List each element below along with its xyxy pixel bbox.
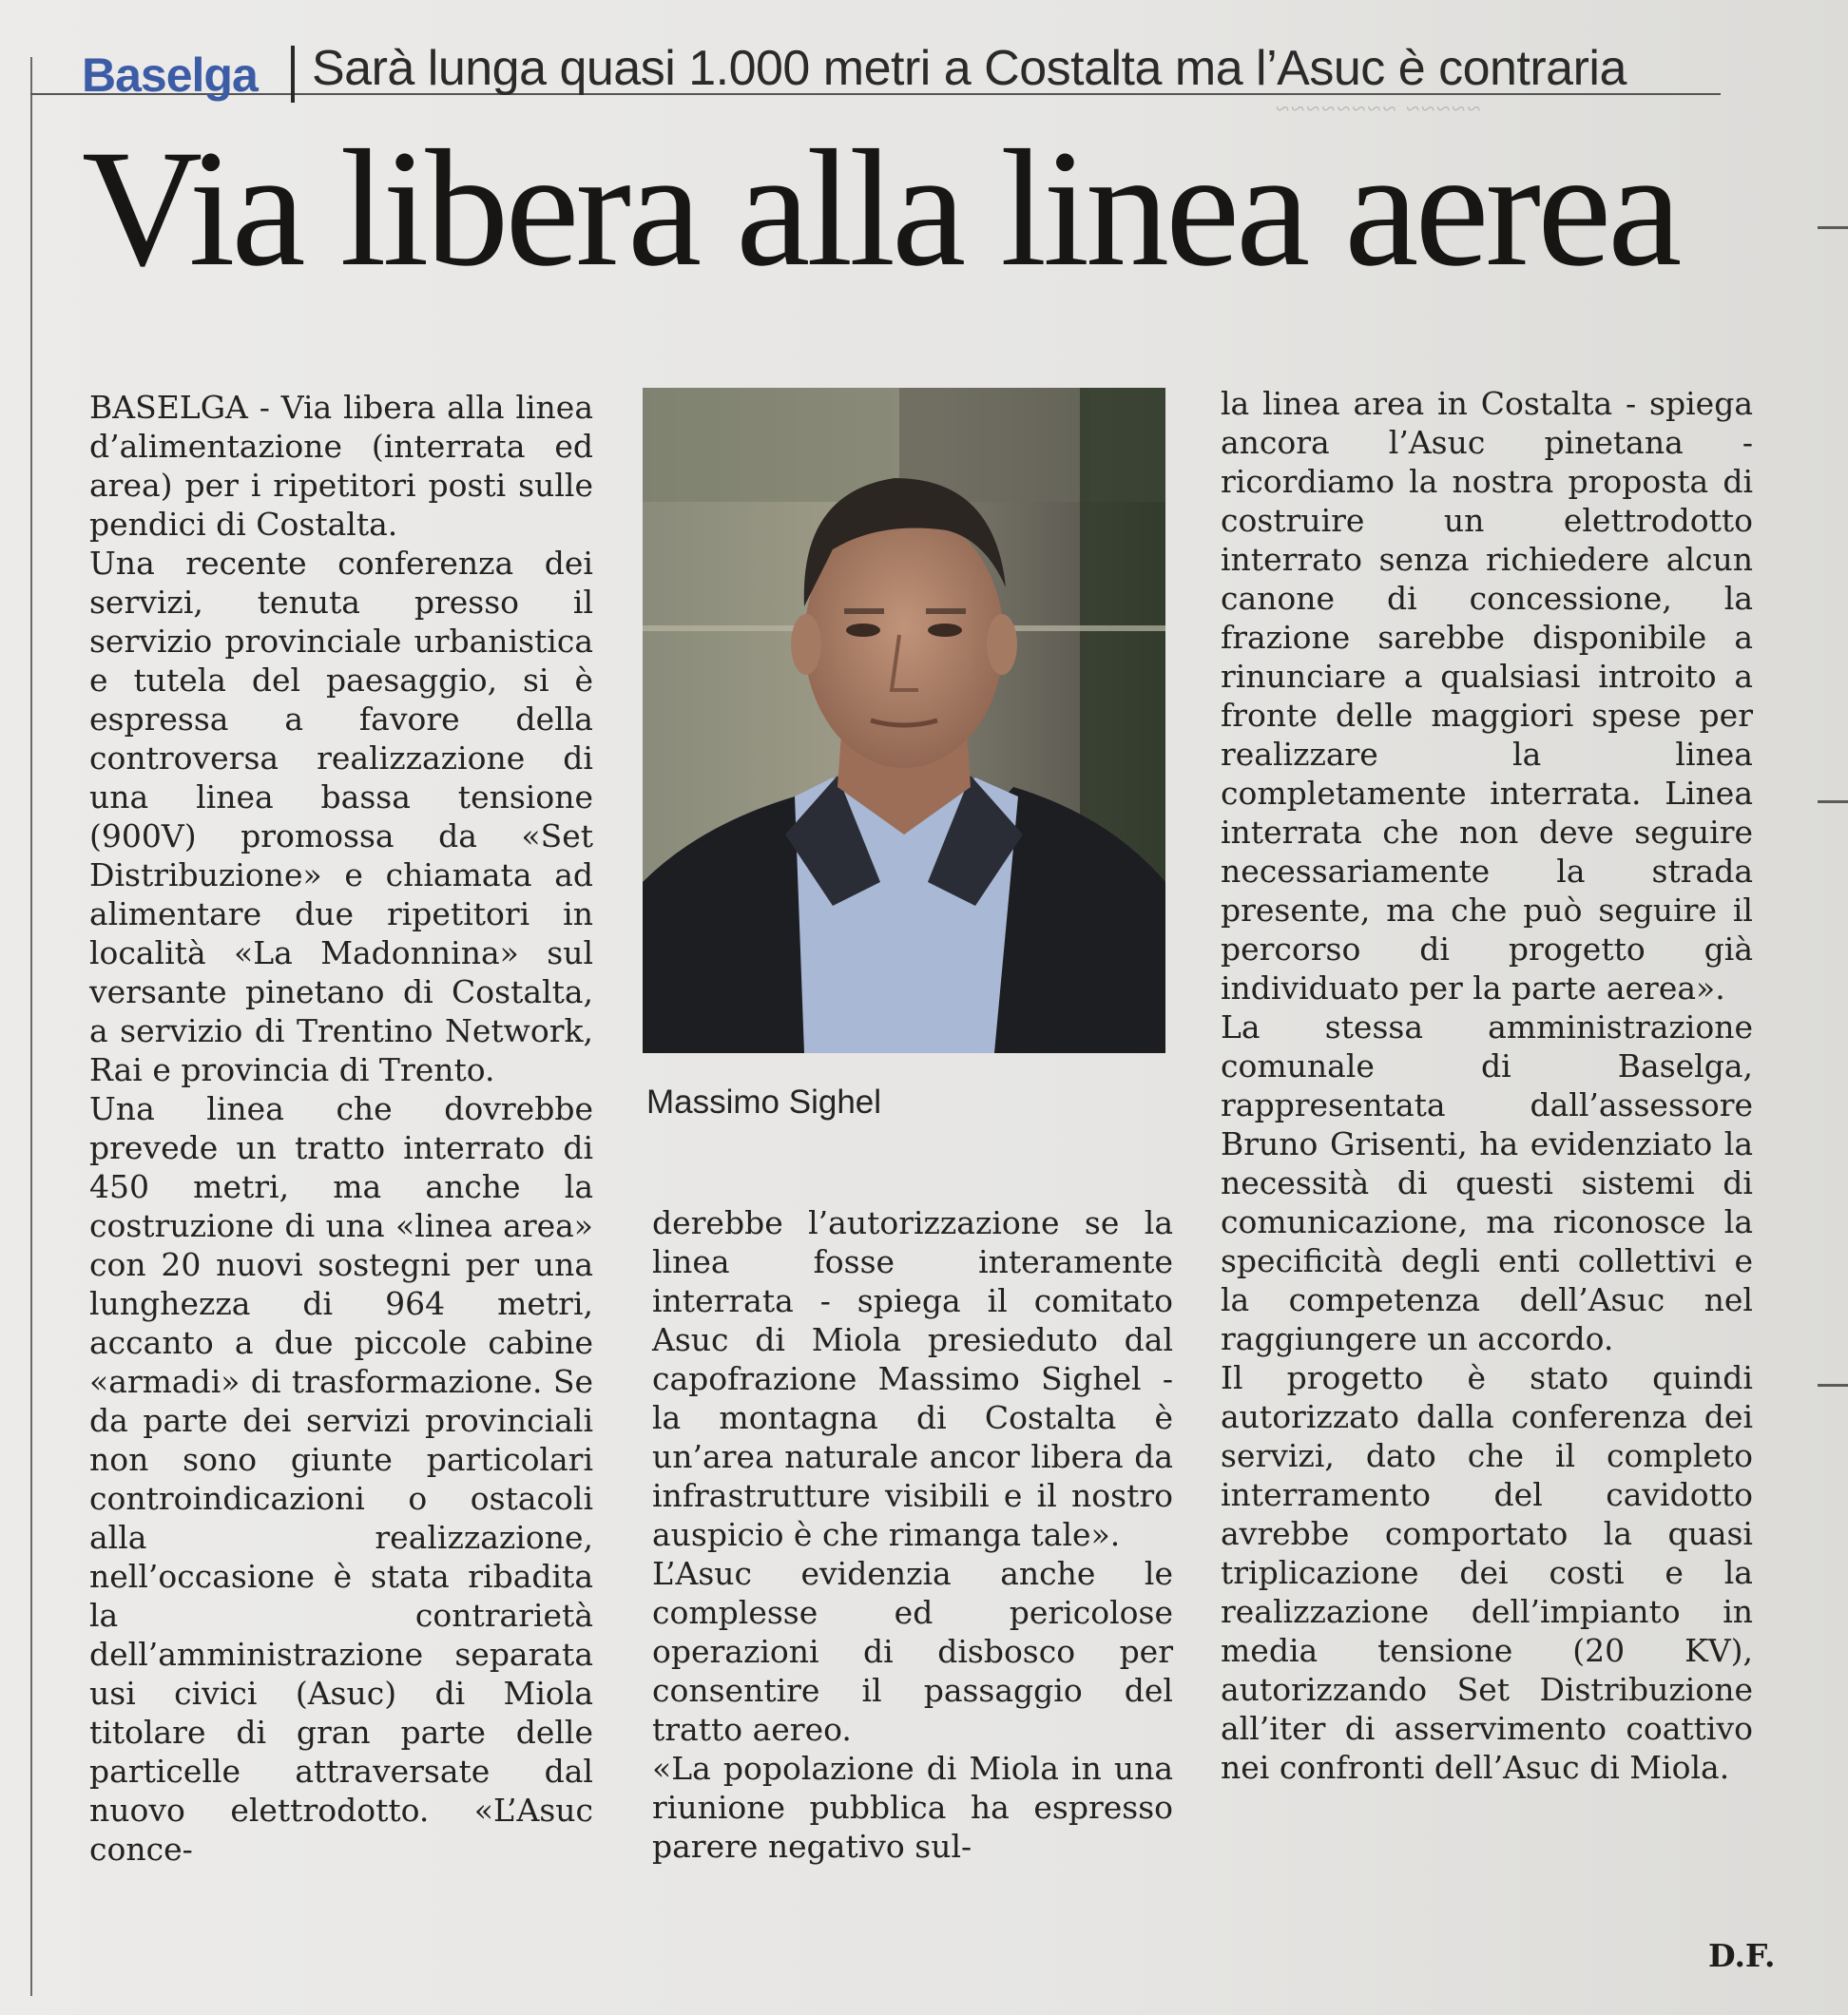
kicker-subtitle: Sarà lunga quasi 1.000 metri a Costalta ma l’Asuc è contraria — [312, 41, 1627, 96]
paragraph: Il progetto è stato quindi autorizzato dalla conferenza dei servizi, dato che il completo interramento del cavidotto avrebbe comportato la quasi triplicazione dei costi e la realizzazione dell’impianto in media tensione (20 KV), autorizzando Set Distribuzione all’iter di asservimento coattivo nei confronti dell’Asuc di Miola. — [1221, 1359, 1753, 1786]
paragraph: Una linea che dovrebbe prevede un tratto interrato di 450 metri, ma anche la costruzione di una «linea area» con 20 nuovi sostegni per una lunghezza di 964 metri, accanto a due piccole cabine «armadi» di trasformazione. Se da parte dei servizi provinciali non sono giunte particolari controindicazioni o ostacoli alla realizzazione, nell’occasione è stata ribadita la contrarietà dell’amministrazione separata usi civici (Asuc) di Miola titolare di gran parte delle particelle attraversate dal nuovo elettrodotto. «L’Asuc conce- — [89, 1090, 593, 1868]
article-column-3 — [1221, 384, 1753, 1787]
margin-tick — [1818, 1384, 1848, 1387]
paragraph: la linea area in Costalta - spiega ancora l’Asuc pinetana - ricordiamo la nostra proposta di costruire un elettrodotto interrato senza richiedere alcun canone di concessione, la frazione sarebbe disponibile a rinunciare a qualsiasi introito a fronte delle maggiori spese per realizzare la linea completamente interrata. Linea interrata che non deve seguire necessariamente la strada presente, ma che può seguire il percorso di progetto già individuato per la parte aerea». — [1221, 385, 1753, 1007]
section-label: Baselga — [82, 48, 258, 102]
article-column-1 — [89, 388, 593, 1869]
paragraph: La stessa amministrazione comunale di Baselga, rappresentata dall’assessore Bruno Grisenti, ha evidenziato la necessità di questi sistemi di comunicazione, ma riconosce la specificità degli enti collettivi e la competenza dell’Asuc nel raggiungere un accordo. — [1221, 1008, 1753, 1357]
article-column-2 — [652, 1203, 1173, 1866]
paragraph: Una recente conferenza dei servizi, tenuta presso il servizio provinciale urbanistica e tutela del paesaggio, si è espressa a favore della controversa realizzazione di una linea bassa tensione (900V) promossa da «Set Distribuzione» e chiamata ad alimentare due ripetitori in località «La Madonnina» sul versante pinetano di Costalta, a servizio di Trentino Network, Rai e provincia di Trento. — [89, 545, 593, 1088]
author-signature: D.F. — [1708, 1937, 1776, 1974]
paragraph: «La popolazione di Miola in una riunione pubblica ha espresso parere negativo sul- — [652, 1750, 1173, 1865]
left-column-rule — [30, 57, 32, 1996]
kicker-separator — [291, 46, 295, 103]
paragraph: BASELGA - Via libera alla linea d’alimentazione (interrata ed area) per i ripetitori posti sulle pendici di Costalta. — [89, 389, 593, 543]
paragraph: L’Asuc evidenzia anche le complesse ed pericolose operazioni di disbosco per consentire il passaggio del tratto aereo. — [652, 1555, 1173, 1748]
margin-tick — [1818, 800, 1848, 803]
bleed-through-text: ~~~~~ ~~~~~~~~ — [1274, 95, 1481, 123]
photo-caption: Massimo Sighel — [646, 1084, 882, 1121]
paragraph: derebbe l’autorizzazione se la linea fosse interamente interrata - spiega il comitato Asuc di Miola presieduto dal capofrazione Massimo Sighel - la montagna di Costalta è un’area naturale ancor libera da infrastrutture visibili e il nostro auspicio è che rimanga tale». — [652, 1204, 1173, 1553]
margin-tick — [1818, 226, 1848, 229]
portrait-photo — [643, 388, 1165, 1053]
article-headline: Via libera alla linea aerea — [82, 116, 1679, 301]
